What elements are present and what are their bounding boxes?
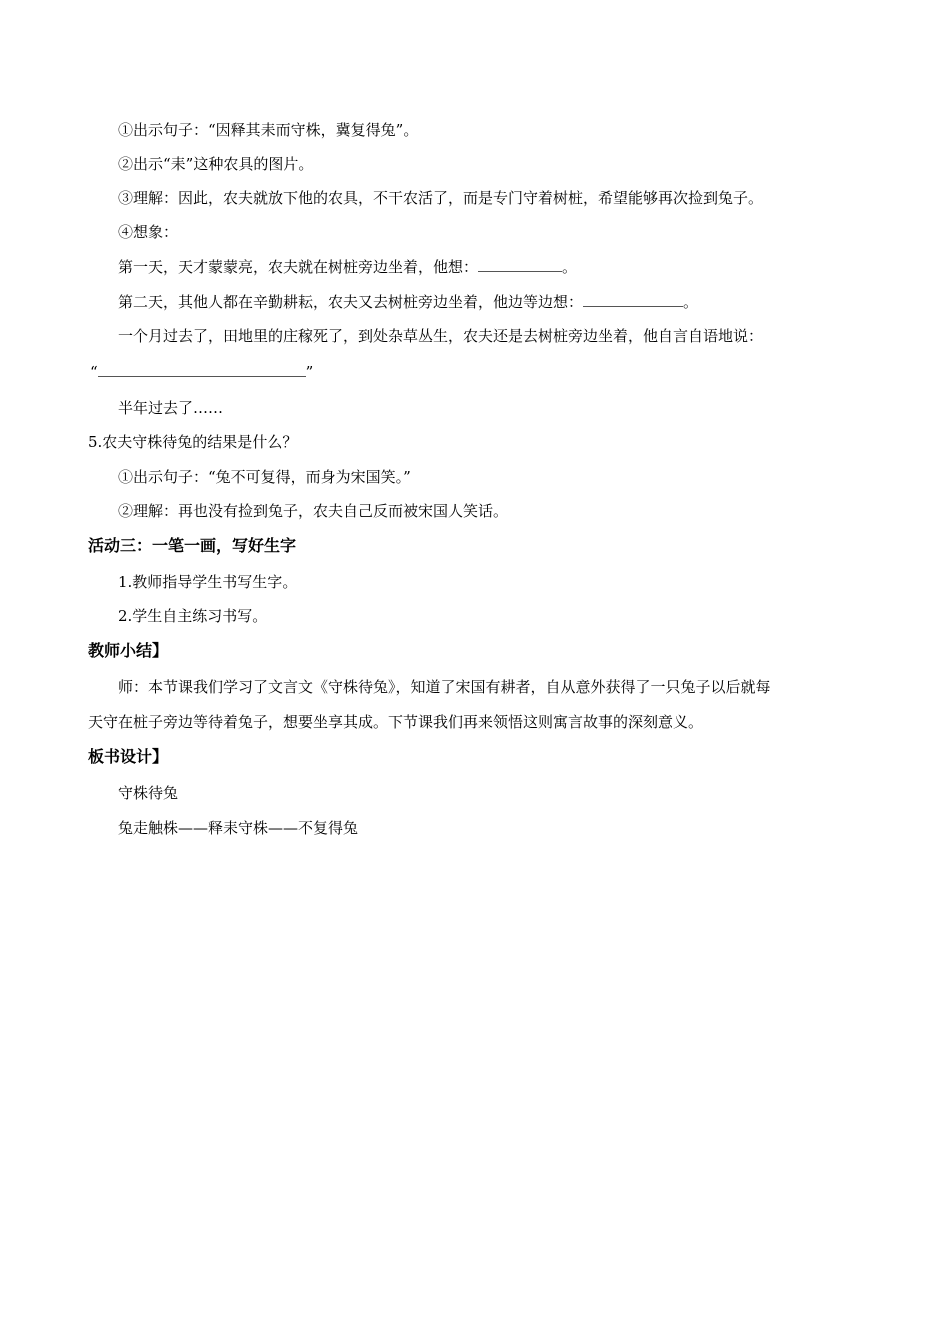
day1-line — [118, 257, 577, 277]
result-sentence-item: ①出示句子：“兔不可复得，而身为宋国笑。” — [118, 468, 411, 486]
tool-image-item: ②出示“耒”这种农具的图片。 — [118, 155, 314, 173]
month-quote-line — [90, 362, 313, 382]
day2-line — [118, 292, 698, 312]
understanding-item: ③理解：因此，农夫就放下他的农具，不干农活了，而是专门守着树桩，希望能够再次捡到兔子。 — [118, 189, 764, 207]
summary-paragraph-line1: 师：本节课我们学习了文言文《守株待兔》，知道了宋国有耕者，自从意外获得了一只兔子以后就每 — [118, 678, 771, 696]
activity3-item1: 1.教师指导学生书写生字。 — [118, 573, 298, 591]
quote-close: ” — [305, 363, 314, 381]
board-design-heading: 板书设计】 — [88, 747, 169, 766]
month-line: 一个月过去了，田地里的庄稼死了，到处杂草丛生，农夫还是去树桩旁边坐着，他自言自语地说： — [118, 327, 764, 345]
day2-end: 。 — [683, 293, 699, 311]
summary-paragraph-line2: 天守在桩子旁边等待着兔子，想要坐享其成。下节课我们再来领悟这则寓言故事的深刻意义。 — [88, 713, 704, 731]
activity3-item2: 2.学生自主练习书写。 — [118, 607, 268, 625]
board-title: 守株待兔 — [118, 784, 179, 802]
sentence-display-item: ①出示句子：“因释其耒而守株，冀复得兔”。 — [118, 121, 419, 139]
half-year-line: 半年过去了…… — [118, 399, 224, 417]
activity3-heading: 活动三：一笔一画，写好生字 — [88, 536, 297, 555]
day2-blank — [583, 292, 683, 307]
imagine-item: ④想象： — [118, 223, 179, 241]
month-blank — [98, 362, 306, 377]
quote-open: “ — [90, 363, 98, 381]
day1-blank — [478, 257, 562, 272]
result-understanding-item: ②理解：再也没有捡到兔子，农夫自己反而被宋国人笑话。 — [118, 502, 509, 520]
teacher-summary-heading: 教师小结】 — [88, 641, 169, 660]
day1-text: 第一天，天才蒙蒙亮，农夫就在树桩旁边坐着，他想： — [118, 258, 479, 276]
day2-text: 第二天，其他人都在辛勤耕耘，农夫又去树桩旁边坐着，他边等边想： — [118, 293, 584, 311]
board-flow: 兔走触株——释耒守株——不复得兔 — [118, 819, 359, 837]
question-5-title: 5.农夫守株待兔的结果是什么？ — [88, 433, 298, 451]
day1-end: 。 — [562, 258, 578, 276]
